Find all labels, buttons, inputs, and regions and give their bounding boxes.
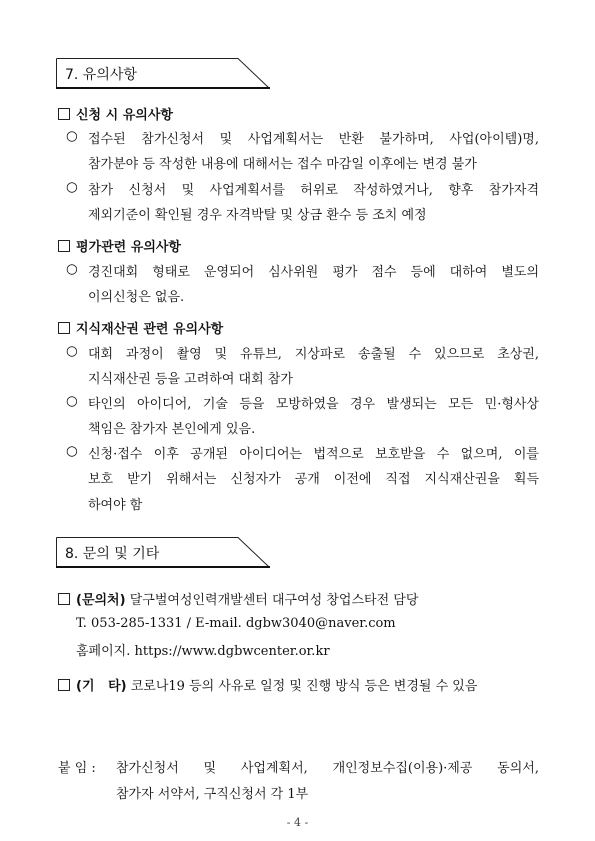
attachment-line-1: 참가신청서 및 사업계획서, 개인정보수집(이용)·제공 동의서, bbox=[116, 761, 539, 776]
bullet-circle-icon: ○ bbox=[66, 393, 78, 409]
checkbox-square-icon bbox=[58, 108, 70, 120]
notice-line: 제외기준이 확인될 경우 자격박탈 및 상금 환수 등 조치 예정 bbox=[88, 208, 427, 223]
subheading-evaluation-notes: 평가관련 유의사항 bbox=[58, 236, 181, 255]
notice-line: 경진대회 형태로 운영되어 심사위원 평가 점수 등에 대하여 별도의 bbox=[88, 265, 539, 280]
notice-line: 대회 과정이 촬영 및 유튜브, 지상파로 송출될 수 있으므로 초상권, bbox=[88, 347, 539, 362]
attachment-line-2: 참가자 서약서, 구직신청서 각 1부 bbox=[116, 787, 309, 802]
bullet-circle-icon: ○ bbox=[66, 128, 78, 144]
contact-homepage: 홈페이지. https://www.dgbwcenter.or.kr bbox=[76, 644, 330, 659]
bullet-circle-icon: ○ bbox=[66, 261, 78, 277]
bullet-circle-icon: ○ bbox=[66, 443, 78, 459]
subheading-application-notes: 신청 시 유의사항 bbox=[58, 104, 173, 123]
notice-line: 참가분야 등 작성한 내용에 대해서는 접수 마감일 이후에는 변경 불가 bbox=[88, 157, 477, 172]
notice-line: 타인의 아이디어, 기술 등을 모방하였을 경우 발생되는 모든 민·형사상 bbox=[88, 397, 539, 412]
contact-label: (문의처) bbox=[76, 593, 126, 608]
etc-text: 코로나19 등의 사유로 일정 및 진행 방식 등은 변경될 수 있음 bbox=[130, 679, 478, 694]
notice-line: 지식재산권 등을 고려하여 대회 참가 bbox=[88, 372, 293, 387]
notice-line: 참가 신청서 및 사업계획서를 허위로 작성하였거나, 향후 참가자격 bbox=[88, 183, 539, 198]
section-7-header bbox=[56, 58, 270, 89]
notice-line: 보호 받기 위해서는 신청자가 공개 이전에 직접 지식재산권을 획득 bbox=[88, 472, 539, 487]
section-7-title: 7. 유의사항 bbox=[65, 67, 137, 83]
contact-org-line bbox=[58, 589, 539, 608]
etc-label: (기 타) bbox=[76, 679, 127, 694]
notice-line: 이의신청은 없음. bbox=[88, 290, 185, 305]
section-8-title: 8. 문의 및 기타 bbox=[65, 546, 160, 562]
checkbox-square-icon bbox=[58, 679, 70, 691]
checkbox-square-icon bbox=[58, 240, 70, 252]
contact-org: 달구벌여성인력개발센터 대구여성 창업스타전 담당 bbox=[129, 593, 419, 608]
section-8-header bbox=[56, 537, 270, 568]
notice-line: 책임은 참가자 본인에게 있음. bbox=[88, 422, 256, 437]
checkbox-square-icon bbox=[58, 593, 70, 605]
bullet-circle-icon: ○ bbox=[66, 179, 78, 195]
bullet-circle-icon: ○ bbox=[66, 343, 78, 359]
attachment-label: 붙 임 : bbox=[58, 761, 96, 776]
subheading-ip-notes: 지식재산권 관련 유의사항 bbox=[58, 318, 223, 337]
notice-line: 하여야 함 bbox=[88, 498, 143, 513]
checkbox-square-icon bbox=[58, 322, 70, 334]
contact-phone-email: T. 053-285-1331 / E-mail. dgbw3040@naver.com bbox=[76, 616, 396, 631]
page-number: - 4 - bbox=[286, 816, 309, 829]
notice-line: 신청·접수 이후 공개된 아이디어는 법적으로 보호받을 수 없으며, 이를 bbox=[88, 447, 539, 462]
notice-line: 접수된 참가신청서 및 사업계획서는 반환 불가하며, 사업(아이템)명, bbox=[88, 132, 539, 147]
etc-line bbox=[58, 675, 539, 694]
